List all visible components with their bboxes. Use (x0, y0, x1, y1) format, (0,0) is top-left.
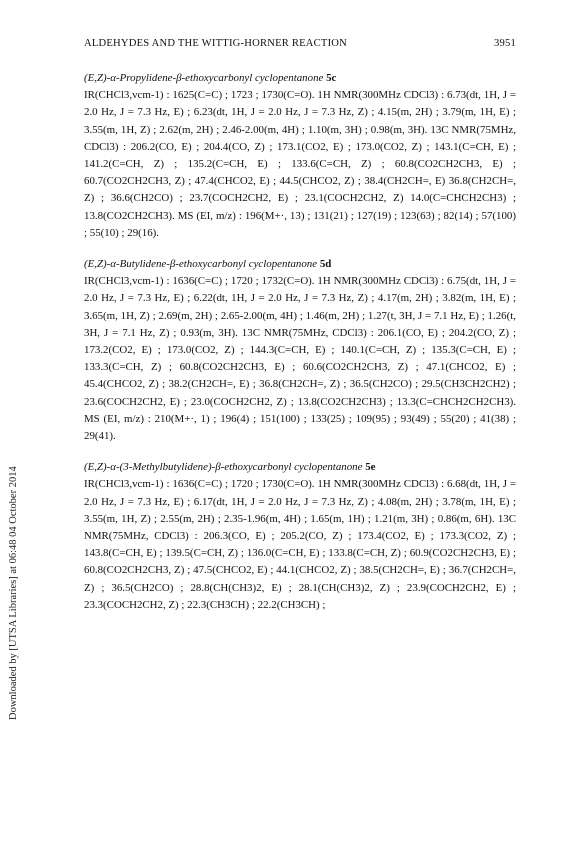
compound-label: 5c (326, 72, 337, 84)
download-watermark-text: Downloaded by [UTSA Libraries] at 06:48 04 October 2014 (8, 466, 19, 720)
compound-entry-5c (84, 70, 516, 242)
running-header (84, 38, 516, 49)
compound-label: 5d (319, 258, 332, 271)
compound-entry-5d (84, 256, 516, 445)
compound-name: (E,Z)-α-Propylidene-β-ethoxycarbonyl cyclopentanone (84, 72, 324, 84)
compound-entry-5e (84, 459, 516, 614)
spectral-data: IR(CHCl3,vcm-1) : 1636(C=C) ; 1720 ; 1730(C=O). 1H NMR(300MHz CDCl3) : 6.68(dt, 1H, J = 2.0 Hz, J = 7.3 Hz, E) ; 6.17(dt, 1H, J = 2.0 Hz, J = 7.3 Hz, Z) ; 4.08(m, 2H) ; 3.78(m, 1H, E) ; 3.55(m, 1H, Z) ; 2.55(m, 2H) ; 2.35-1.96(m, 4H) ; 1.65(m, 1H) ; 1.21(m, 3H) ; 0.86(m, 6H). 13C NMR(75MHz, CDCl3) : 206.3(CO, E) ; 205.2(CO, Z) ; 173.4(CO2, E) ; 173.3(CO2, Z) ; 143.8(C=CH, E) ; 139.5(C=CH, Z) ; 136.0(C=CH, E) ; 133.8(C=CH, Z) ; 60.9(CO2CH2CH3, E) ; 60.8(CO2CH2CH3, Z) ; 47.5(CHCO2, E) ; 44.1(CHCO2, Z) ; 38.5(CH2CH=, E) ; 36.7(CH2CH=, Z) ; 36.5(CH2CO) ; 28.8(CH(CH3)2, E) ; 28.1(CH(CH3)2, Z) ; 23.9(COCH2CH2, E) ; 23.3(COCH2CH2, Z) ; 22.3(CH3CH) ; 22.2(CH3CH) ; (84, 478, 516, 611)
compound-name: (E,Z)-α-Butylidene-β-ethoxycarbonyl cyclopentanone (84, 258, 318, 271)
spectral-data: IR(CHCl3,vcm-1) : 1625(C=C) ; 1723 ; 1730(C=O). 1H NMR(300MHz CDCl3) : 6.73(dt, 1H, J = 2.0 Hz, J = 7.3 Hz, E) ; 6.23(dt, 1H, J = 2.0 Hz, J = 7.3 Hz, Z) ; 4.15(m, 2H) ; 3.79(m, 1H, E) ; 3.55(m, 1H, Z) ; 2.62(m, 2H) ; 2.46-2.00(m, 4H) ; 1.10(m, 3H) ; 0.98(m, 3H). 13C NMR(75MHz, CDCl3) : 206.2(CO, E) ; 204.4(CO, Z) ; 173.1(CO2, E) ; 173.0(CO2, Z) ; 143.1(C=CH, E) ; 141.2(C=CH, Z) ; 135.2(C=CH, E) ; 133.6(C=CH, Z) ; 60.8(CO2CH2CH3, E) ; 60.7(CO2CH2CH3, Z) ; 47.4(CHCO2, E) ; 44.5(CHCO2, Z) ; 38.4(CH2CH=, E) 36.8(CH2CH=, Z) ; 36.6(CH2CO) ; 23.7(COCH2CH2, E) ; 23.1(COCH2CH2, Z) 14.0(C=CHCH2CH3) ; 13.8(CO2CH2CH3). MS (EI, m/z) : 196(M+·, 13) ; 131(21) ; 127(19) ; 123(63) ; 82(14) ; 57(100) ; 55(10) ; 29(16). (84, 89, 516, 239)
download-watermark (0, 0, 30, 864)
running-title: ALDEHYDES AND THE WITTIG-HORNER REACTION (84, 38, 348, 49)
compound-title (84, 459, 516, 476)
page-number: 3951 (494, 38, 516, 49)
article-body (84, 70, 516, 628)
compound-name: (E,Z)-α-(3-Methylbutylidene)-β-ethoxycarbonyl cyclopentanone (84, 461, 363, 474)
compound-label: 5e (365, 461, 376, 474)
compound-title (84, 256, 516, 273)
spectral-data: IR(CHCl3,vcm-1) : 1636(C=C) ; 1720 ; 1732(C=O). 1H NMR(300MHz CDCl3) : 6.75(dt, 1H, J = 2.0 Hz, J = 7.3 Hz, E) ; 6.22(dt, 1H, J = 2.0 Hz, J = 7.3 Hz, Z) ; 4.17(m, 2H) ; 3.82(m, 1H, E) ; 3.65(m, 1H, Z) ; 2.69(m, 2H) ; 2.65-2.00(m, 4H) ; 1.46(m, 2H) ; 1.27(t, 3H, J = 7.1 Hz, E) ; 1.26(t, 3H, J = 7.1 Hz, Z) ; 0.93(m, 3H). 13C NMR(75MHz, CDCl3) : 206.1(CO, E) ; 204.2(CO, Z) ; 173.2(CO2, E) ; 173.0(CO2, Z) ; 144.3(C=CH, E) ; 140.1(C=CH, Z) ; 135.3(C=CH, E) ; 133.3(C=CH, Z) ; 60.8(CO2CH2CH3, E) ; 60.6(CO2CH2CH3, Z) ; 47.1(CHCO2, E) ; 45.4(CHCO2, Z) ; 38.2(CH2CH=, E) ; 36.8(CH2CH=, Z) ; 36.5(CH2CO) ; 29.5(CH3CH2CH2) ; 23.6(COCH2CH2, E) ; 23.0(COCH2CH2, Z) ; 13.8(CO2CH2CH3) ; 13.3(C=CHCH2CH2CH3). MS (EI, m/z) : 210(M+·, 1) ; 196(4) ; 151(100) ; 133(25) ; 109(95) ; 93(49) ; 55(20) ; 41(38) ; 29(41). (84, 275, 516, 443)
compound-title (84, 70, 516, 87)
